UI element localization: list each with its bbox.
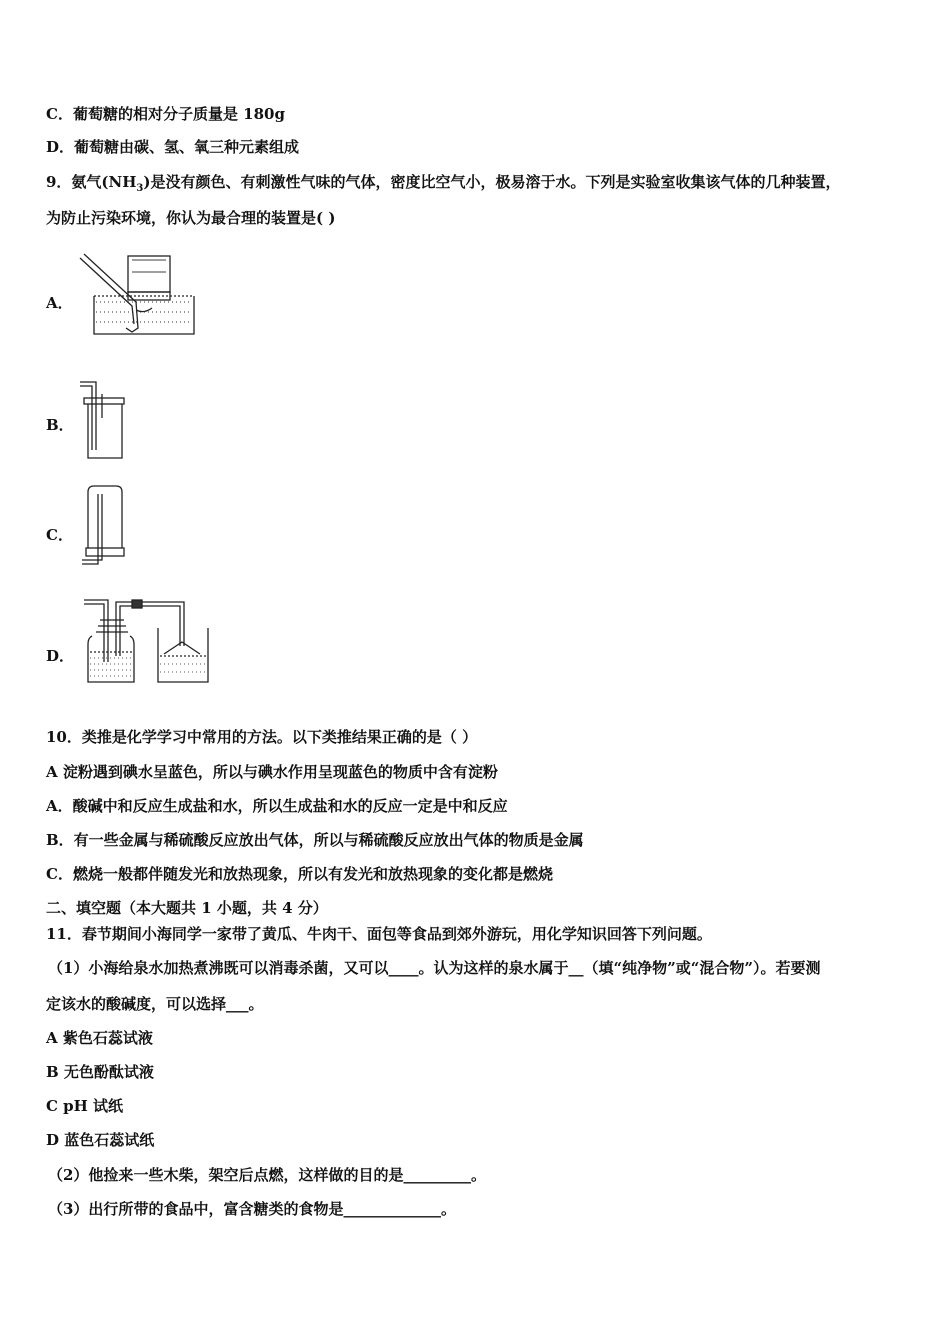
q9-stem-line2: 为防止污染环境，你认为最合理的装置是( ) xyxy=(46,209,336,227)
apparatus-d-bottle-with-absorption-beaker xyxy=(78,596,218,688)
q11-stem: 11．春节期间小海同学一家带了黄瓜、牛肉干、面包等食品到郊外游玩，用化学知识回答下列问题。 xyxy=(46,925,712,943)
q11-choice-b: B 无色酚酞试液 xyxy=(46,1063,154,1081)
q11-choice-a: A 紫色石蕊试液 xyxy=(46,1029,153,1047)
q9-stem xyxy=(46,172,841,199)
q11-part1-line1: （1）小海给泉水加热煮沸既可以消毒杀菌，又可以____。认为这样的泉水属于__（填“纯净物”或“混合物”）。若要测 xyxy=(48,959,821,977)
q9-option-b-label: B． xyxy=(46,416,74,434)
q11-choice-c: C pH 试纸 xyxy=(46,1097,124,1115)
q8-option-d: D．葡萄糖由碳、氢、氧三种元素组成 xyxy=(46,138,300,156)
q11-part3: （3）出行所带的食品中，富含糖类的食物是_____________。 xyxy=(48,1200,456,1218)
q11-part2: （2）他捡来一些木柴，架空后点燃，这样做的目的是_________。 xyxy=(48,1166,486,1184)
q9-option-c-label: C． xyxy=(46,526,73,544)
section-2-heading: 二、填空题（本大题共 1 小题，共 4 分） xyxy=(46,899,328,917)
apparatus-c-inverted-bottle xyxy=(78,484,130,568)
q11-part1-line2: 定该水的酸碱度，可以选择___。 xyxy=(46,995,264,1013)
q10-option-4: C．燃烧一般都伴随发光和放热现象，所以有发光和放热现象的变化都是燃烧 xyxy=(46,865,553,883)
apparatus-b-upward-air-collection xyxy=(78,378,134,462)
q8-option-c: C．葡萄糖的相对分子质量是 180g xyxy=(46,105,285,123)
q9-option-d-label: D． xyxy=(46,647,75,665)
q9-stem-subscript: 3 xyxy=(136,183,144,194)
q9-option-a-label: A． xyxy=(46,294,73,312)
q10-option-1: A 淀粉遇到碘水呈蓝色，所以与碘水作用呈现蓝色的物质中含有淀粉 xyxy=(46,763,498,781)
q10-option-3: B．有一些金属与稀硫酸反应放出气体，所以与稀硫酸反应放出气体的物质是金属 xyxy=(46,831,584,849)
q10-stem: 10．类推是化学学习中常用的方法。以下类推结果正确的是（ ） xyxy=(46,728,478,746)
apparatus-a-water-displacement xyxy=(78,250,202,342)
q11-choice-d: D 蓝色石蕊试纸 xyxy=(46,1131,155,1149)
q10-option-2: A．酸碱中和反应生成盐和水，所以生成盐和水的反应一定是中和反应 xyxy=(46,797,508,815)
q9-stem-prefix: 9．氨气(NH xyxy=(46,173,137,191)
q9-stem-suffix: )是没有颜色、有刺激性气味的气体，密度比空气小，极易溶于水。下列是实验室收集该气体的几种装置， xyxy=(143,173,841,191)
